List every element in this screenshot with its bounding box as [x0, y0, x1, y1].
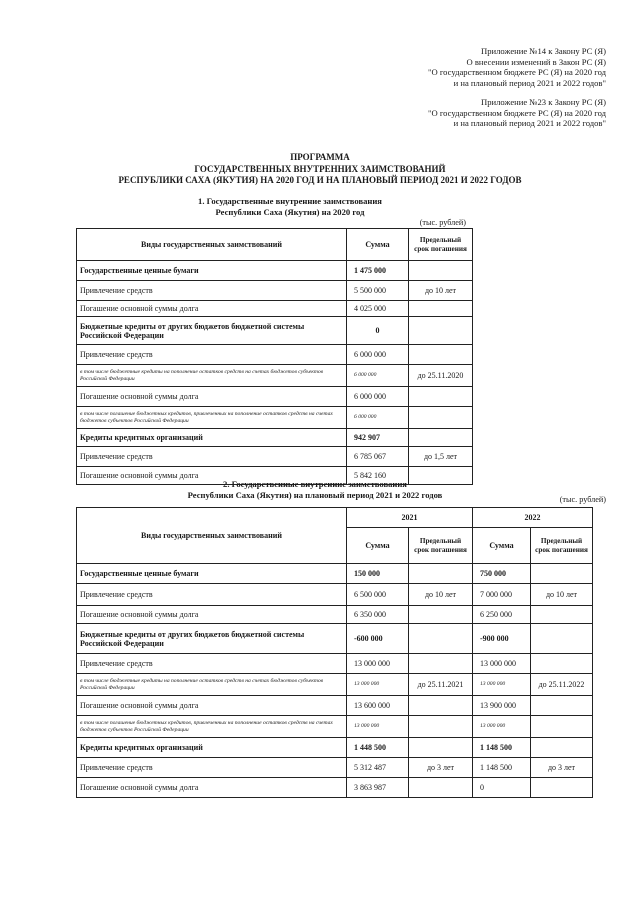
row-sum-2021: 3 863 987 [347, 778, 409, 798]
row-term-2022: до 3 лет [531, 758, 593, 778]
header-kind: Виды государственных заимствований [77, 508, 347, 564]
row-term [409, 387, 473, 407]
row-term-2021 [409, 778, 473, 798]
row-sum: 4 025 000 [347, 301, 409, 317]
document-title [0, 152, 640, 187]
row-label: в том числе погашение бюджетных кредитов, привлеченных на пополнение остатков средств на счетах бюджетов субъектов Российской Федерации [77, 716, 347, 738]
row-label: Кредиты кредитных организаций [77, 429, 347, 447]
row-sum: 6 000 000 [347, 365, 409, 387]
table-row [77, 738, 593, 758]
header-year-2022: 2022 [473, 508, 593, 528]
row-sum-2021: -600 000 [347, 624, 409, 654]
section-2-title [130, 479, 500, 501]
table-row [77, 429, 473, 447]
row-label: Погашение основной суммы долга [77, 606, 347, 624]
row-sum: 6 000 000 [347, 345, 409, 365]
row-sum-2022: 7 000 000 [473, 584, 531, 606]
table-row [77, 365, 473, 387]
row-sum: 5 842 160 [347, 467, 409, 485]
row-term-2021 [409, 624, 473, 654]
row-label: Привлечение средств [77, 584, 347, 606]
row-term-2022: до 10 лет [531, 584, 593, 606]
row-term-2021: до 3 лет [409, 758, 473, 778]
row-label: Погашение основной суммы долга [77, 467, 347, 485]
row-label: Привлечение средств [77, 654, 347, 674]
table-row [77, 301, 473, 317]
row-term [409, 261, 473, 281]
row-term: до 10 лет [409, 281, 473, 301]
row-sum: 942 907 [347, 429, 409, 447]
table-row [77, 345, 473, 365]
row-sum-2021: 13 000 000 [347, 654, 409, 674]
row-label: Кредиты кредитных организаций [77, 738, 347, 758]
row-term-2021 [409, 696, 473, 716]
row-label: Бюджетные кредиты от других бюджетов бюджетной системы Российской Федерации [77, 624, 347, 654]
row-sum-2021: 6 350 000 [347, 606, 409, 624]
row-term-2021 [409, 738, 473, 758]
row-sum: 0 [347, 317, 409, 345]
row-sum-2022: 13 000 000 [473, 654, 531, 674]
row-label: Погашение основной суммы долга [77, 301, 347, 317]
row-sum-2022: 13 900 000 [473, 696, 531, 716]
row-sum-2022: 13 000 000 [473, 674, 531, 696]
header-term: Предельный срок погашения [531, 528, 593, 564]
row-term-2022 [531, 654, 593, 674]
row-term-2021 [409, 716, 473, 738]
row-term-2022 [531, 738, 593, 758]
table-row [77, 387, 473, 407]
appendix-23-note [428, 97, 606, 129]
row-label: Государственные ценные бумаги [77, 261, 347, 281]
table-row [77, 564, 593, 584]
row-sum: 1 475 000 [347, 261, 409, 281]
section-title-line: 1. Государственные внутренние заимствования [198, 196, 382, 206]
row-sum-2021: 13 000 000 [347, 716, 409, 738]
row-term-2022 [531, 696, 593, 716]
table-row [77, 758, 593, 778]
table-row [77, 606, 593, 624]
row-term-2021 [409, 606, 473, 624]
row-label: в том числе бюджетные кредиты на пополнение остатков средств на счетах бюджетов субъектов Российской Федерации [77, 365, 347, 387]
units-label: (тыс. рублей) [419, 218, 466, 227]
table-row [77, 407, 473, 429]
row-label: в том числе погашение бюджетных кредитов, привлеченных на пополнение остатков средств на счетах бюджетов субъектов Российской Федерации [77, 407, 347, 429]
row-term-2022 [531, 716, 593, 738]
section-title-line: Республики Саха (Якутия) на 2020 год [215, 207, 365, 217]
header-year-2021: 2021 [347, 508, 473, 528]
row-term-2021 [409, 654, 473, 674]
row-label: Привлечение средств [77, 281, 347, 301]
row-term-2021: до 25.11.2021 [409, 674, 473, 696]
row-term [409, 317, 473, 345]
row-term: до 1,5 лет [409, 447, 473, 467]
table-row [77, 654, 593, 674]
table-row [77, 317, 473, 345]
row-label: Государственные ценные бумаги [77, 564, 347, 584]
row-sum-2022: 6 250 000 [473, 606, 531, 624]
row-label: Привлечение средств [77, 758, 347, 778]
appendix-line: Приложение №14 к Закону РС (Я) [481, 46, 606, 56]
header-sum: Сумма [473, 528, 531, 564]
header-sum: Сумма [347, 528, 409, 564]
row-label: Погашение основной суммы долга [77, 696, 347, 716]
row-sum: 6 785 067 [347, 447, 409, 467]
table-row [77, 281, 473, 301]
row-term [409, 429, 473, 447]
title-line: РЕСПУБЛИКИ САХА (ЯКУТИЯ) НА 2020 ГОД И НА ПЛАНОВЫЙ ПЕРИОД 2021 И 2022 ГОДОВ [118, 175, 522, 185]
appendix-line: и на плановый период 2021 и 2022 годов" [453, 77, 606, 88]
header-sum: Сумма [347, 229, 409, 261]
table-row [77, 261, 473, 281]
table-row [77, 696, 593, 716]
section-1-title [140, 196, 440, 218]
row-label: в том числе бюджетные кредиты на пополнение остатков средств на счетах бюджетов субъектов Российской Федерации [77, 674, 347, 696]
header-kind: Виды государственных заимствований [77, 229, 347, 261]
row-label: Бюджетные кредиты от других бюджетов бюджетной системы Российской Федерации [77, 317, 347, 345]
row-sum-2021: 150 000 [347, 564, 409, 584]
table-row [77, 716, 593, 738]
row-term-2022 [531, 564, 593, 584]
title-line: ПРОГРАММА [290, 152, 350, 162]
table-row [77, 778, 593, 798]
table-row [77, 624, 593, 654]
header-term: Предельный срок погашения [409, 229, 473, 261]
row-label: Погашение основной суммы долга [77, 387, 347, 407]
section-title-line: 2. Государственные внутренние заимствования [223, 479, 407, 489]
row-sum: 6 000 000 [347, 387, 409, 407]
appendix-14-note [428, 46, 606, 88]
appendix-line: и на плановый период 2021 и 2022 годов" [453, 118, 606, 129]
table-row [77, 447, 473, 467]
row-label: Погашение основной суммы долга [77, 778, 347, 798]
units-label: (тыс. рублей) [559, 495, 606, 504]
row-label: Привлечение средств [77, 447, 347, 467]
row-term-2021: до 10 лет [409, 584, 473, 606]
title-line: ГОСУДАРСТВЕННЫХ ВНУТРЕННИХ ЗАИМСТВОВАНИЙ [194, 163, 446, 174]
row-sum-2022: 13 000 000 [473, 716, 531, 738]
row-sum-2022: 1 148 500 [473, 738, 531, 758]
table-row [77, 674, 593, 696]
row-sum-2021: 6 500 000 [347, 584, 409, 606]
appendix-line: "О государственном бюджете РС (Я) на 2020 год [427, 107, 606, 118]
row-term [409, 407, 473, 429]
row-sum-2022: -900 000 [473, 624, 531, 654]
borrowing-table-2020 [76, 228, 473, 485]
row-term-2022: до 25.11.2022 [531, 674, 593, 696]
row-sum-2022: 0 [473, 778, 531, 798]
row-sum-2021: 5 312 487 [347, 758, 409, 778]
row-term: до 25.11.2020 [409, 365, 473, 387]
row-label: Привлечение средств [77, 345, 347, 365]
row-sum: 5 500 000 [347, 281, 409, 301]
appendix-line: "О государственном бюджете РС (Я) на 2020 год [427, 67, 606, 78]
row-term-2022 [531, 606, 593, 624]
row-sum-2021: 13 000 000 [347, 674, 409, 696]
row-sum-2021: 1 448 500 [347, 738, 409, 758]
row-sum-2022: 1 148 500 [473, 758, 531, 778]
row-term-2022 [531, 778, 593, 798]
row-term-2021 [409, 564, 473, 584]
borrowing-table-2021-2022 [76, 507, 593, 798]
section-title-line: Республики Саха (Якутия) на плановый период 2021 и 2022 годов [187, 490, 443, 500]
appendix-line: О внесении изменений в Закон РС (Я) [466, 56, 606, 67]
row-term [409, 301, 473, 317]
row-sum-2022: 750 000 [473, 564, 531, 584]
row-sum-2021: 13 600 000 [347, 696, 409, 716]
row-term [409, 345, 473, 365]
table-row [77, 584, 593, 606]
row-sum: 6 000 000 [347, 407, 409, 429]
appendix-line: Приложение №23 к Закону РС (Я) [481, 97, 606, 107]
row-term-2022 [531, 624, 593, 654]
header-term: Предельный срок погашения [409, 528, 473, 564]
